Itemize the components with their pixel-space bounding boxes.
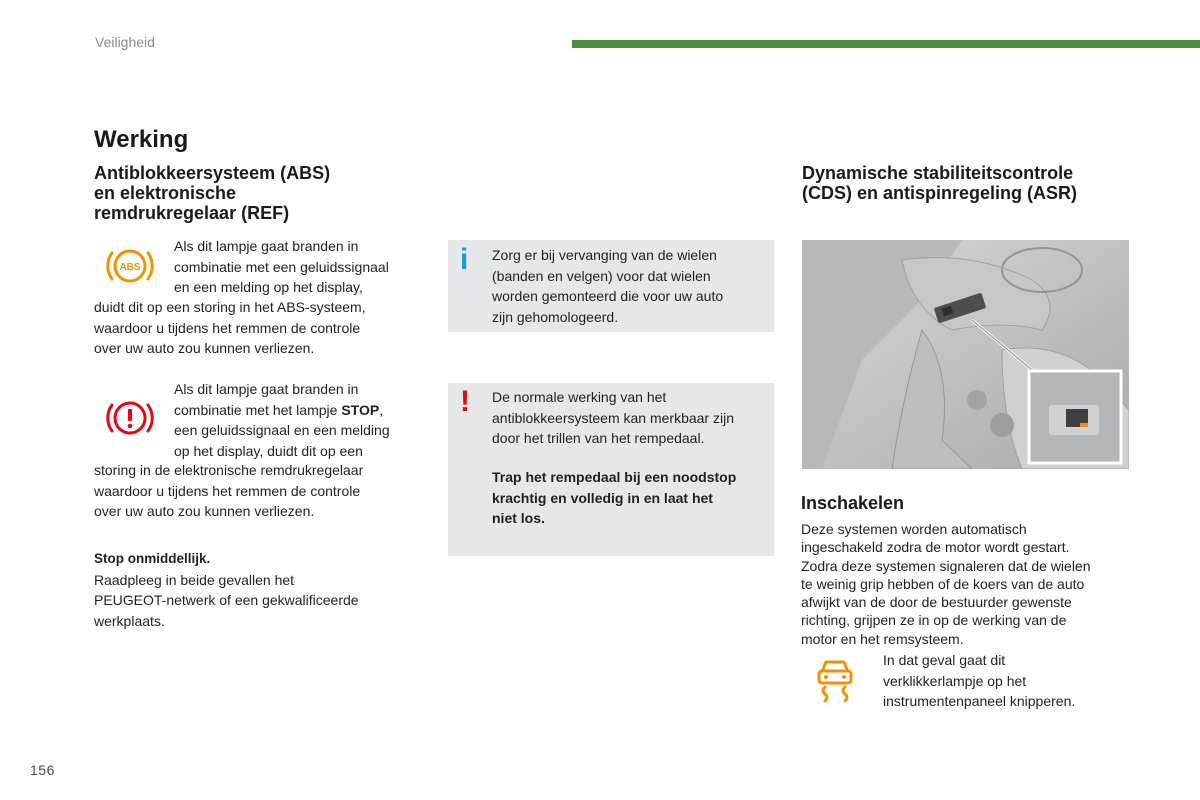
warning-icon: ! (460, 385, 470, 418)
skid-warning-icon (810, 654, 860, 704)
info-icon: i (460, 243, 469, 276)
warning-note-bold: Trap het rempedaal bij een noodstop krachtig en volledig in en laat het niet los. (492, 469, 737, 526)
section-header: Veiligheid (95, 34, 155, 50)
warning-note-text: De normale werking van het antiblokkeersysteem kan merkbaar zijn door het trillen van het rempedaal. (492, 389, 734, 446)
inschakelen-text: Deze systemen worden automatisch ingeschakeld zodra de motor wordt gestart. Zodra deze systemen signaleren dat de wielen te weinig grip hebben of de koers van de auto afwijkt van de door de bestuurder gewenste richting, grijpen ze in op de werking van de motor en het remsysteem. (801, 521, 1091, 647)
abs-para1-indented: Als dit lampje gaat branden in combinatie met een geluidssignaal en een melding op het display, (174, 238, 389, 295)
abs-para2-indented: Als dit lampje gaat branden in combinatie met het lampje STOP, een geluidssignaal en een melding op het display, duidt dit op een (174, 381, 390, 459)
abs-para1: duidt dit op een storing in het ABS-systeem, waardoor u tijdens het remmen de controle over uw auto zou kunnen verliezen. (94, 299, 366, 356)
header-bar (572, 40, 1200, 48)
page-title: Werking (94, 126, 189, 153)
inschakelen-title: Inschakelen (801, 493, 905, 513)
info-note-text: Zorg er bij vervanging van de wielen (banden en velgen) voor dat wielen worden gemonteerd die voor uw auto zijn gehomologeerd. (492, 247, 724, 325)
dashboard-photo (802, 240, 1129, 469)
cds-title: Dynamische stabiliteitscontrole (CDS) en antispinregeling (ASR) (802, 163, 1078, 203)
abs-title: Antiblokkeersysteem (ABS) en elektronische remdrukregelaar (REF) (94, 163, 331, 223)
abs-icon-text: ABS (119, 262, 141, 273)
abs-warning-icon (100, 241, 160, 291)
abs-para2: storing in de elektronische remdrukregelaar waardoor u tijdens het remmen de controle over uw auto zou kunnen verliezen. (94, 462, 364, 519)
stop-advice: Stop onmiddellijk. Raadpleeg in beide gevallen het PEUGEOT-netwerk of een gekwalificeerde werkplaats. (94, 551, 359, 629)
page-number: 156 (30, 762, 55, 778)
skid-icon-text: In dat geval gaat dit verklikkerlampje op het instrumentenpaneel knipperen. (883, 652, 1076, 709)
brake-warning-icon (100, 393, 160, 443)
